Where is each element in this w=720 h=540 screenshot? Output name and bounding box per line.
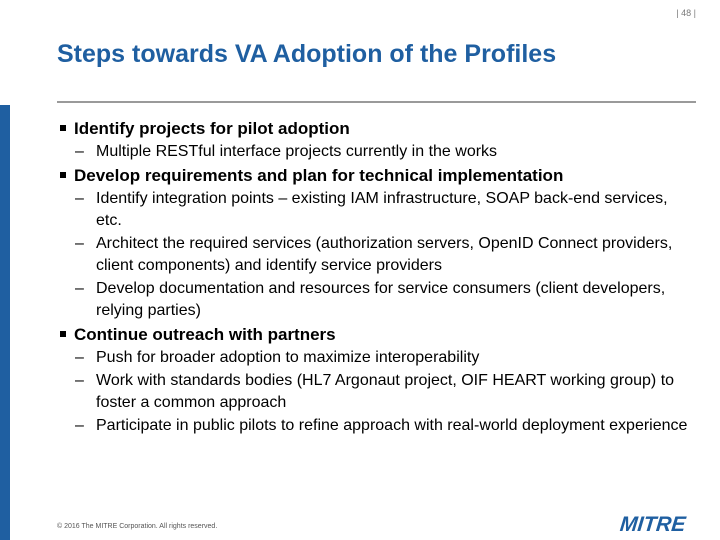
- slide-content: [60, 116, 690, 437]
- square-bullet-icon: [60, 331, 66, 337]
- sub-bullet-3-1-text: Push for broader adoption to maximize interoperability: [96, 349, 480, 366]
- sub-bullet-1-1: [60, 141, 690, 163]
- title-divider: [57, 101, 696, 103]
- sub-bullet-2-3: [60, 278, 690, 322]
- sub-bullet-3-3: [60, 415, 690, 437]
- bullet-3-text: Continue outreach with partners: [74, 325, 336, 344]
- left-accent-band: [0, 105, 10, 540]
- slide-title: Steps towards VA Adoption of the Profiles: [57, 40, 557, 68]
- dash-icon: –: [75, 190, 84, 207]
- dash-icon: –: [75, 143, 84, 160]
- copyright-footer: © 2016 The MITRE Corporation. All rights reserved.: [57, 523, 218, 530]
- bullet-1-text: Identify projects for pilot adoption: [74, 119, 350, 138]
- sub-bullet-2-2-text: Architect the required services (authorization servers, OpenID Connect providers, client components) and identify service providers: [96, 235, 673, 274]
- bullet-1: [60, 118, 690, 140]
- dash-icon: –: [75, 417, 84, 434]
- dash-icon: –: [75, 280, 84, 297]
- square-bullet-icon: [60, 125, 66, 131]
- dash-icon: –: [75, 349, 84, 366]
- dash-icon: –: [75, 372, 84, 389]
- bullet-2-text: Develop requirements and plan for technical implementation: [74, 166, 564, 185]
- sub-bullet-1-1-text: Multiple RESTful interface projects currently in the works: [96, 143, 498, 160]
- bullet-2: [60, 165, 690, 187]
- sub-bullet-2-3-text: Develop documentation and resources for service consumers (client developers, relying parties): [96, 280, 666, 319]
- left-accent-bar: [0, 0, 10, 540]
- square-bullet-icon: [60, 172, 66, 178]
- bullet-3: [60, 324, 690, 346]
- sub-bullet-2-1: [60, 188, 690, 232]
- sub-bullet-2-2: [60, 233, 690, 277]
- sub-bullet-3-1: [60, 347, 690, 369]
- sub-bullet-3-2: [60, 370, 690, 414]
- sub-bullet-3-2-text: Work with standards bodies (HL7 Argonaut project, OIF HEART working group) to foster a common approach: [96, 372, 675, 411]
- sub-bullet-3-3-text: Participate in public pilots to refine approach with real-world deployment experience: [96, 417, 688, 434]
- mitre-logo: MITRE: [618, 513, 687, 536]
- dash-icon: –: [75, 235, 84, 252]
- sub-bullet-2-1-text: Identify integration points – existing IAM infrastructure, SOAP back-end services, etc.: [96, 190, 668, 229]
- page-number: | 48 |: [676, 8, 696, 18]
